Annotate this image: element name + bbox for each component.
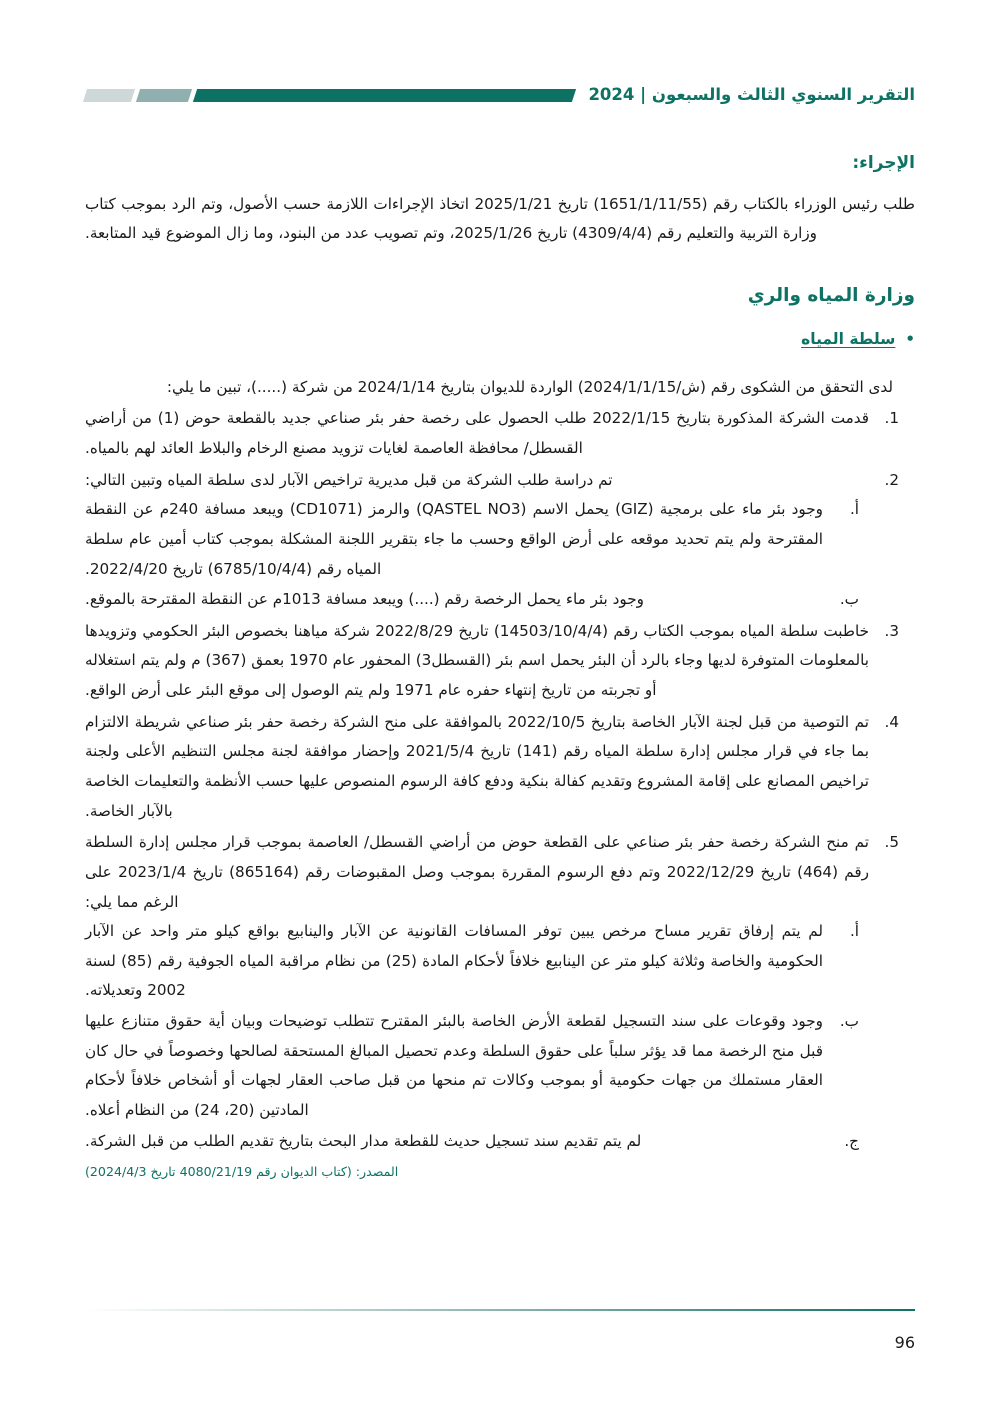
- list-item-text: تم التوصية من قبل لجنة الآبار الخاصة بتاريخ 2022/10/5 بالموافقة على منح الشركة رخصة حفر بئر صناعي شريطة الالتزام بما جاء في قرار مجلس إدارة سلطة المياه رقم (141) تاريخ 2021/5/4 وإحضار موافقة لجنة مجلس التنظيم الأعلى ولجنة تراخيص المصانع على إقامة المشروع وتقديم كفالة بنكية ودفع كافة الرسوم المنصوص عليها حسب الأنظمة والتعليمات الخاصة بالآبار الخاصة.: [85, 712, 869, 820]
- header-bar-mid: [136, 89, 192, 102]
- page-number: 96: [894, 1333, 915, 1352]
- header-bar-light: [83, 89, 135, 102]
- sub-list-item: [85, 585, 869, 615]
- source-reference: المصدر: (كتاب الديوان رقم 4080/21/19 تاريخ 2024/4/3): [85, 1164, 399, 1180]
- list-item-text: قدمت الشركة المذكورة بتاريخ 2022/1/15 طلب الحصول على رخصة حفر بئر صناعي جديد بالقطعة حوض (1) من أراضي القسطل/ محافظة العاصمة لغايات تزويد مصنع الرخام والبلاط العائد لهم بالمياه.: [85, 409, 869, 457]
- header-decorative-bars: [85, 89, 574, 102]
- list-item: [85, 466, 915, 615]
- list-marker: .5: [884, 833, 899, 852]
- sub-list-item-text: وجود بئر ماء يحمل الرخصة رقم (....) ويبعد مسافة 1013م عن النقطة المقترحة بالموقع.: [85, 590, 644, 609]
- footer-divider: [85, 1309, 915, 1311]
- sub-list-item: [85, 495, 869, 584]
- sub-list-marker: أ.: [849, 500, 859, 519]
- bullet-icon: •: [905, 330, 915, 349]
- sub-list-item-text: لم يتم تقديم سند تسجيل حديث للقطعة مدار البحث بتاريخ تقديم الطلب من قبل الشركة.: [85, 1131, 642, 1150]
- header-bar-main: [193, 89, 577, 102]
- sub-list: [85, 917, 869, 1156]
- list-item-text: خاطبت سلطة المياه بموجب الكتاب رقم (14503/10/4/4) تاريخ 2022/8/29 شركة مياهنا بخصوص البئر الحكومي وتزويدها بالمعلومات المتوفرة لديها وجاء بالرد أن البئر يحمل اسم بئر (القسطل3) المحفور عام 1970 بعمق (367) م ولم يتم استغلاله أو تجربته من تاريخ إنتهاء حفره عام 1971 ولم يتم الوصول إلى موقع البئر على أرض الواقع.: [85, 621, 869, 700]
- case-intro: لدى التحقق من الشكوى رقم (ش/2024/1/1/15) الواردة للديوان بتاريخ 2024/1/14 من شركة (.....)، تبين ما يلي:: [166, 377, 893, 396]
- procedure-heading: الإجراء:: [852, 153, 915, 173]
- report-title: التقرير السنوي الثالث والسبعون | 2024: [588, 84, 915, 104]
- sub-list-item: [85, 1127, 869, 1157]
- sub-list-item-text: وجود بئر ماء على برمجية (GIZ) يحمل الاسم (QASTEL NO3) والرمز (CD1071) ويبعد مسافة 240م عن النقطة المقترحة ولم يتم تحديد موقعه على أرض الواقع وحسب ما جاء بتقرير اللجنة المشكلة بموجب كتاب أمين عام سلطة المياه رقم (6785/10/4/4) تاريخ 2022/4/20.: [85, 500, 823, 578]
- procedure-paragraph: طلب رئيس الوزراء بالكتاب رقم (1651/1/11/55) تاريخ 2025/1/21 اتخاذ الإجراءات اللازمة حسب الأصول، وتم الرد بموجب كتاب وزارة التربية والتعليم رقم (4309/4/4) تاريخ 2025/1/26، وتم تصويب عدد من البنود، وما زال الموضوع قيد المتابعة.: [85, 194, 915, 243]
- sub-list-marker: ب.: [839, 590, 859, 609]
- page-footer: [0, 1293, 1000, 1413]
- page-header: [85, 78, 915, 112]
- authority-label: سلطة المياه: [801, 329, 896, 348]
- page-content: [85, 140, 915, 1182]
- sub-list-marker: ج.: [844, 1131, 859, 1150]
- list-item: [85, 828, 915, 1156]
- list-marker: .4: [884, 712, 899, 731]
- list-item-text: تم دراسة طلب الشركة من قبل مديرية تراخيص الآبار لدى سلطة المياه وتبين التالي:: [85, 470, 613, 489]
- sub-list-item: [85, 917, 869, 1006]
- list-marker: .3: [884, 621, 899, 640]
- list-marker: .2: [884, 470, 899, 489]
- findings-list: [85, 404, 915, 1156]
- sub-list-marker: ب.: [839, 1012, 859, 1031]
- authority-heading: [85, 329, 915, 351]
- sub-list-item-text: وجود وقوعات على سند التسجيل لقطعة الأرض الخاصة بالبئر المقترح تتطلب توضيحات وبيان أية حقوق متنازع عليها قبل منح الرخصة مما قد يؤثر سلباً على حقوق السلطة وعدم تحصيل المبالغ المستحقة لصالحها وخصوصاً في حال كان العقار مستملك من جهات حكومية أو بموجب وكالات تم منحها من قبل صاحب العقار لجهات أو أشخاص خلافاً لأحكام المادتين (20، 24) من النظام أعلاه.: [85, 1012, 823, 1120]
- list-item: [85, 708, 915, 827]
- list-item-text: تم منح الشركة رخصة حفر بئر صناعي على القطعة حوض من أراضي القسطل/ العاصمة بموجب قرار مجلس إدارة السلطة رقم (464) تاريخ 2022/12/29 وتم دفع الرسوم المقررة بموجب وصل المقبوضات رقم (865164) تاريخ 2023/1/4 على الرغم مما يلي:: [85, 833, 869, 911]
- sub-list-item: [85, 1007, 869, 1126]
- sub-list: [85, 495, 869, 615]
- list-marker: .1: [884, 409, 899, 428]
- list-item: [85, 404, 915, 463]
- sub-list-item-text: لم يتم إرفاق تقرير مساح مرخص يبين توفر المسافات القانونية عن الآبار والينابيع بواقع كيلو متر واحد عن الآبار الحكومية والخاصة وثلاثة كيلو متر عن الينابيع خلافاً لأحكام المادة (25) من نظام مراقبة المياه الجوفية رقم (85) لسنة 2002 وتعديلاته.: [85, 922, 823, 1000]
- sub-list-marker: أ.: [849, 922, 859, 941]
- ministry-heading: وزارة المياه والري: [747, 285, 915, 307]
- list-item: [85, 617, 915, 706]
